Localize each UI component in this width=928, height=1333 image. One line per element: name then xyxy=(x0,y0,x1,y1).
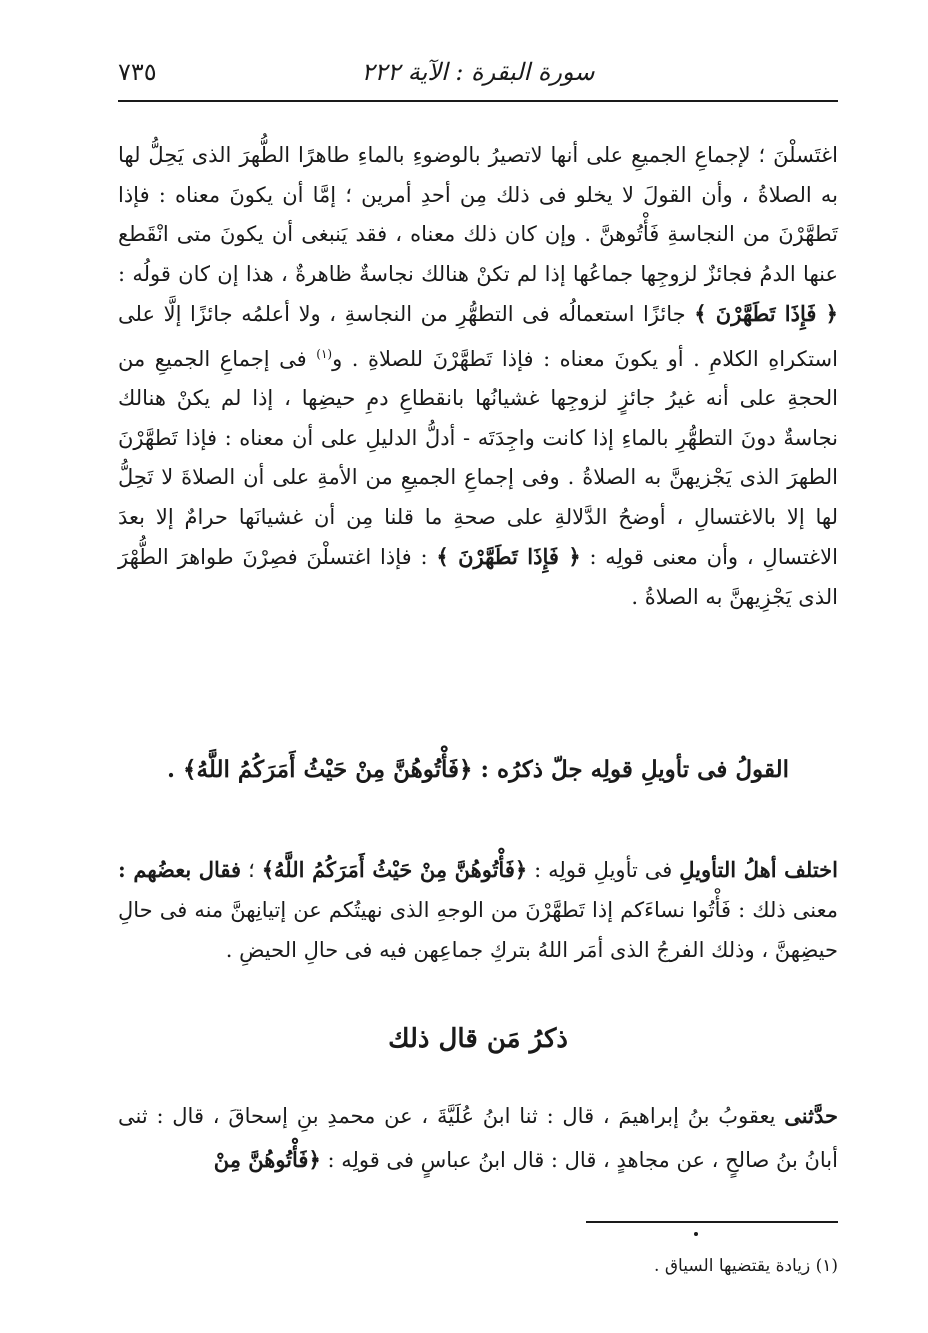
quran-quote: ﴿ فَإِذَا تَطَهَّرْنَ ﴾ xyxy=(436,544,581,569)
footnote: (١) زيادة يقتضيها السياق . xyxy=(654,1256,838,1276)
lead-phrase: فقال بعضُهم : xyxy=(118,857,242,882)
paragraph-text: ؛ xyxy=(248,858,255,882)
paragraph-text: معنى ذلك : فَأْتُوا نساءَكم إذا تَطهَّرْنَ من الوجهِ الذى نهيتُكم عن إتيانِهنَّ منه فى حالِ حيضِهنَّ ، وذلك الفرجُ الذى أمَر اللهُ بتركِ جماعِهن فيه فى حالِ الحيضِ . xyxy=(118,898,838,962)
verse-heading xyxy=(118,756,838,783)
quran-quote: ﴿فَأْتُوهُنَّ مِنْ xyxy=(213,1147,321,1172)
paragraph-text: : فإذا اغتسلْنَ فصِرْنَ طواهرَ الطُّهْرَ الذى يَجْزِيهنَّ به الصلاةُ . xyxy=(118,545,838,609)
footnote-marker: (١) xyxy=(316,346,333,361)
paragraph-text: اغتَسلْنَ ؛ لإجماعِ الجميعِ على أنها لاتصيرُ بالوضوءِ بالماءِ طاهرًا الطُّهرَ الذى يَحِلُّ لها به الصلاةُ ، وأن القولَ لا يخلو فى ذلك مِن أحدِ أمرين ؛ إمَّا أن يكونَ معناه : فإذا تَطهَّرْنَ من النجاسةِ فَأْتُوهنَّ . وإن كان ذلك معناه ، فقد يَنبغى أن يكونَ متى انْقَطع عنها الدمُ فجائزٌ لزوجِها جماعُها إذا لم تكنْ هنالك نجاسةٌ ظاهرةٌ ، هذا إن كان قولُه : xyxy=(118,143,838,286)
paragraph-text: فى إجماعِ الجميعِ من الحجةِ على أنه غيرُ جائزٍ لزوجِها غشيانُها بانقطاعِ دمِ حيضِها ، إذا لم يكنْ هنالك نجاسةٌ دونَ التطهُّرِ بالماءِ إذا كانت واجِدَتَه - أدلُّ الدليلِ على أن معناه : فإذا تَطهَّرْنَ الطهرَ الذى يَجْزيهنَّ به الصلاةُ . وفى إجماعِ الجميعِ من الأمةِ على أن الصلاةَ لا تَحِلُّ لها إلا بالاغتسالِ ، أوضحُ الدَّلالةِ على صحةِ ما قلنا مِن أن غشيانَها حرامٌ إلا بعدَ الاغتسالِ ، وأن معنى قولِه : xyxy=(118,346,838,569)
heading-end: . xyxy=(167,756,176,783)
section-heading: ذكرُ مَن قال ذلك xyxy=(388,1024,568,1054)
interpretation-paragraph xyxy=(118,850,838,970)
paragraph-text: فى تأويلِ قولِه : xyxy=(534,858,673,882)
page-number: ٧٣٥ xyxy=(118,58,157,86)
header-rule xyxy=(118,100,838,102)
paragraph-text: يعقوبُ بنُ إبراهيمَ ، قال : ثنا ابنُ عُلَيَّةَ ، عن محمدِ بنِ إسحاقَ ، قال : ثنى أبانُ بنُ صالحٍ ، عن مجاهدٍ ، قال : قال ابنُ عباسٍ فى قولِه : xyxy=(118,1104,838,1172)
quran-quote: ﴿فَأْتُوهُنَّ مِنْ حَيْثُ أَمَرَكُمُ اللَّهُ﴾ xyxy=(261,857,528,882)
lead-phrase: اختلف أهلُ التأويلِ xyxy=(679,857,838,882)
paragraph-text: جائزًا استعمالُه فى التطهُّرِ من النجاسةِ ، ولا أعلمُه جائزًا إلَّا على استكراهِ الكلامِ . أو يكونَ معناه : فإذا تَطهَّرْنَ للصلاةِ . و xyxy=(118,302,838,371)
page-header xyxy=(118,52,838,96)
heading-text: القولُ فى تأويلِ قولِه جلّ ذكرُه : xyxy=(480,756,789,783)
running-title: سورة البقرة : الآية ٢٢٢ xyxy=(361,58,595,86)
quran-quote: ﴿فَأْتُوهُنَّ مِنْ حَيْثُ أَمَرَكُمُ اللَّهُ﴾ xyxy=(183,756,473,783)
footnote-rule xyxy=(586,1221,838,1223)
lead-phrase: حدَّثنى xyxy=(784,1103,838,1128)
quran-quote: ﴿ فَإِذَا تَطَهَّرْنَ ﴾ xyxy=(694,301,838,326)
narration-paragraph xyxy=(118,1094,838,1182)
main-paragraph xyxy=(118,136,838,617)
footnote-dot xyxy=(694,1232,698,1236)
